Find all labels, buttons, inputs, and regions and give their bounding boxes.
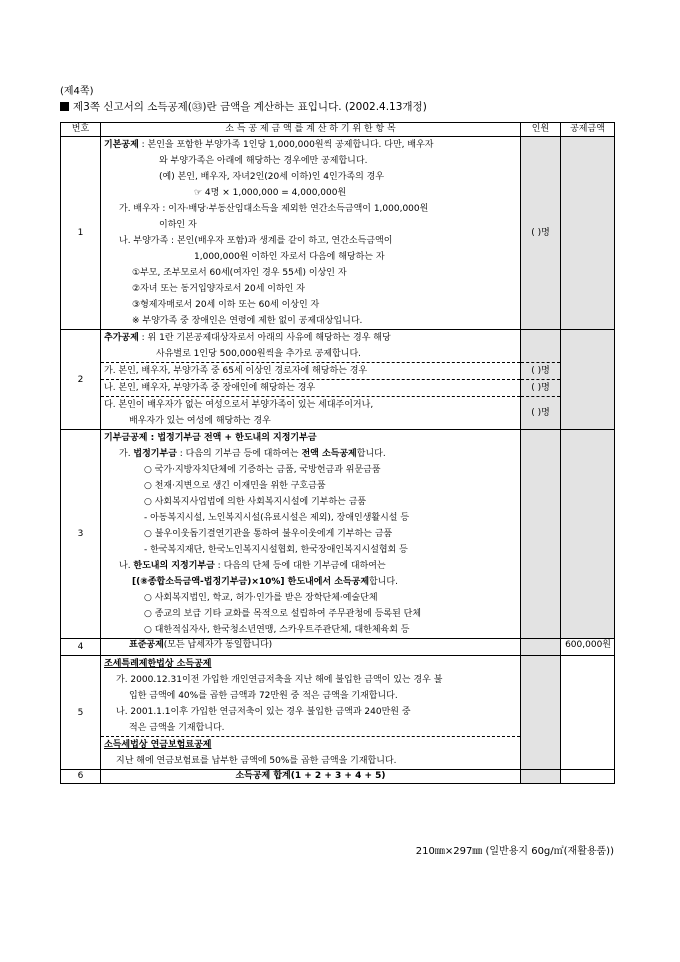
person-count-group: [521, 330, 561, 430]
col-header-items: 소 득 공 제 금 액 를 계 산 하 기 위 한 항 목: [101, 123, 521, 137]
col-header-no: 번호: [61, 123, 101, 137]
total-deduction-cell: [101, 770, 521, 784]
row-number: 5: [61, 656, 101, 770]
text-line: 나. 2001.1.1이후 가입한 연금저축이 있는 경우 불입한 금액과 240만원 중: [116, 707, 411, 717]
special-deduction-cell: [101, 656, 521, 770]
standard-deduction-title: 표준공제: [129, 640, 164, 650]
text-line: ○ 불우이웃돕기결연기관을 통하여 불우이웃에게 기부하는 금품: [144, 529, 393, 539]
text-line: 합니다.: [369, 577, 398, 587]
row-number: 1: [61, 137, 101, 330]
form-heading: [60, 99, 427, 114]
additional-deduction-title: 추가공제: [104, 333, 139, 343]
table-row-donation-deduction: [61, 430, 615, 639]
text-line: 가. 2000.12.31이전 가입한 개인연금저축을 지난 해에 불입한 금액이 있는 경우 불: [116, 675, 443, 685]
person-count-field[interactable]: [521, 430, 561, 639]
basic-deduction-title: 기본공제: [104, 140, 139, 150]
basic-deduction-cell: [101, 137, 521, 330]
person-count-field[interactable]: ( )명: [521, 396, 560, 429]
text-line: ※ 부양가족 중 장애인은 연령에 제한 없이 공제대상입니다.: [132, 316, 363, 326]
pension-deduction-title: 소득세법상 연금보험료공제: [104, 740, 212, 750]
amount-field[interactable]: [561, 430, 615, 639]
text-line: 배우자가 있는 여성에 해당하는 경우: [129, 416, 271, 426]
text-line: ①부모, 조부모로서 60세(여자인 경우 55세) 이상인 자: [132, 268, 347, 278]
person-count-field[interactable]: [521, 639, 561, 656]
text-line: 가. 배우자 : 이자·배당·부동산임대소득을 제외한 연간소득금액이 1,000,000원: [119, 204, 429, 214]
text-line: : 다음의 기부금 등에 대하여는: [176, 449, 302, 459]
text-line: ○ 사회복지사업법에 의한 사회복지시설에 기부하는 금품: [144, 497, 367, 507]
text-line: 다. 본인이 배우자가 없는 여성으로서 부양가족이 있는 세대주이거나,: [101, 396, 520, 413]
person-count-field[interactable]: ( )명: [521, 137, 561, 330]
text-line: ○ 국가·지방자치단체에 기증하는 금품, 국방헌금과 위문금품: [144, 465, 381, 475]
text-line: 나. 부양가족 : 본인(배우자 포함)과 생계를 같이 하고, 연간소득금액이: [119, 236, 393, 246]
text-line: ○ 종교의 보급 기타 교화를 목적으로 설립하여 주무관청에 등록된 단체: [144, 609, 422, 619]
amount-field[interactable]: [561, 656, 615, 770]
text-line: - 아동복지시설, 노인복지시설(유료시설은 제외), 장애인생활시설 등: [144, 513, 410, 523]
text-line: [(⑧종합소득금액-법정기부금)×10%] 한도내에서 소득공제: [132, 577, 370, 587]
donation-deduction-title: 기부금공제 : 법정기부금 전액 + 한도내의 지정기부금: [104, 433, 317, 443]
text-line: 합니다.: [356, 449, 386, 459]
total-deduction-label: 소득공제 합계(1 + 2 + 3 + 4 + 5): [235, 771, 386, 781]
heading-text: 제3쪽 신고서의 소득공제(㉝)란 금액을 계산하는 표입니다. (2002.4.13개정): [73, 101, 427, 113]
table-row-standard-deduction: [61, 639, 615, 656]
additional-deduction-cell: [101, 330, 521, 430]
person-count-field[interactable]: ( )명: [521, 362, 560, 379]
text-line: ☞ 4명 × 1,000,000 = 4,000,000원: [194, 188, 347, 198]
text-line: 적은 금액을 기재합니다.: [129, 723, 225, 733]
text-line: 전액 소득공제: [301, 449, 357, 459]
standard-deduction-note: (모든 납세자가 동일합니다): [163, 640, 273, 650]
text-line: 와 부양가족은 아래에 해당하는 경우에만 공제합니다.: [159, 156, 368, 166]
text-line: 사유별로 1인당 500,000원씩을 추가로 공제합니다.: [156, 349, 362, 359]
text-line: ○ 대한적십자사, 한국청소년연맹, 스카우트주관단체, 대한체육회 등: [144, 625, 410, 635]
text-line: (예) 본인, 배우자, 자녀2인(20세 이하)인 4인가족의 경우: [159, 172, 385, 182]
text-line: : 다음의 단체 등에 대한 기부금에 대하여는: [214, 561, 386, 571]
text-line: ②자녀 또는 동거입양자로서 20세 이하인 자: [132, 284, 305, 294]
deduction-table: [60, 122, 615, 784]
total-amount-field[interactable]: [561, 770, 615, 784]
person-count-field[interactable]: [521, 770, 561, 784]
text-line: 지난 해에 연금보험료를 납부한 금액에 50%를 곱한 금액을 기재합니다.: [116, 756, 397, 766]
row-number: 3: [61, 430, 101, 639]
amount-field[interactable]: [561, 330, 615, 430]
text-line: : 위 1란 기본공제대상자로서 아래의 사유에 해당하는 경우 해당: [138, 333, 391, 343]
col-header-amount: 공제금액: [561, 123, 615, 137]
text-line: ③형제자매로서 20세 이하 또는 60세 이상인 자: [132, 300, 320, 310]
row-number: 4: [61, 639, 101, 656]
text-line: ○ 천재·지변으로 생긴 이재민을 위한 구호금품: [144, 481, 326, 491]
table-row-special-deduction: [61, 656, 615, 770]
text-line: 법정기부금: [133, 449, 177, 459]
table-header-row: [61, 123, 615, 137]
text-line: 1,000,000원 이하인 자로서 다음에 해당하는 자: [194, 252, 385, 262]
text-line: 나.: [119, 561, 134, 571]
square-bullet-icon: [60, 102, 69, 111]
person-count-field[interactable]: [521, 656, 561, 770]
standard-deduction-amount: 600,000원: [561, 639, 615, 656]
text-line: ○ 사회복지법인, 학교, 허가·인가를 받은 장학단체·예술단체: [144, 593, 378, 603]
text-line: 한도내의 지정기부금: [133, 561, 215, 571]
text-line: 입한 금액에 40%를 곱한 금액과 72만원 중 적은 금액을 기재합니다.: [129, 691, 398, 701]
donation-deduction-cell: [101, 430, 521, 639]
text-line: 가. 본인, 배우자, 부양가족 중 65세 이상인 경로자에 해당하는 경우: [101, 362, 520, 379]
paper-spec-footer: 210㎜×297㎜ (일반용지 60g/㎡(재활용품)): [415, 846, 614, 857]
standard-deduction-cell: [101, 639, 521, 656]
person-count-field[interactable]: ( )명: [521, 379, 560, 396]
table-row-additional-deduction: [61, 330, 615, 430]
row-number: 2: [61, 330, 101, 430]
text-line: : 본인을 포함한 부양가족 1인당 1,000,000원씩 공제합니다. 다만, 배우자: [138, 140, 434, 150]
text-line: 나. 본인, 배우자, 부양가족 중 장애인에 해당하는 경우: [101, 379, 520, 396]
table-row-basic-deduction: [61, 137, 615, 330]
text-line: 가.: [119, 449, 134, 459]
col-header-persons: 인원: [521, 123, 561, 137]
special-deduction-title: 조세특례제한법상 소득공제: [104, 659, 212, 669]
text-line: - 한국복지재단, 한국노인복지시설협회, 한국장애인복지시설협회 등: [144, 545, 408, 555]
page-number-label: (제4쪽): [60, 86, 94, 97]
amount-field[interactable]: [561, 137, 615, 330]
table-row-total: [61, 770, 615, 784]
row-number: 6: [61, 770, 101, 784]
text-line: 이하인 자: [159, 220, 197, 230]
